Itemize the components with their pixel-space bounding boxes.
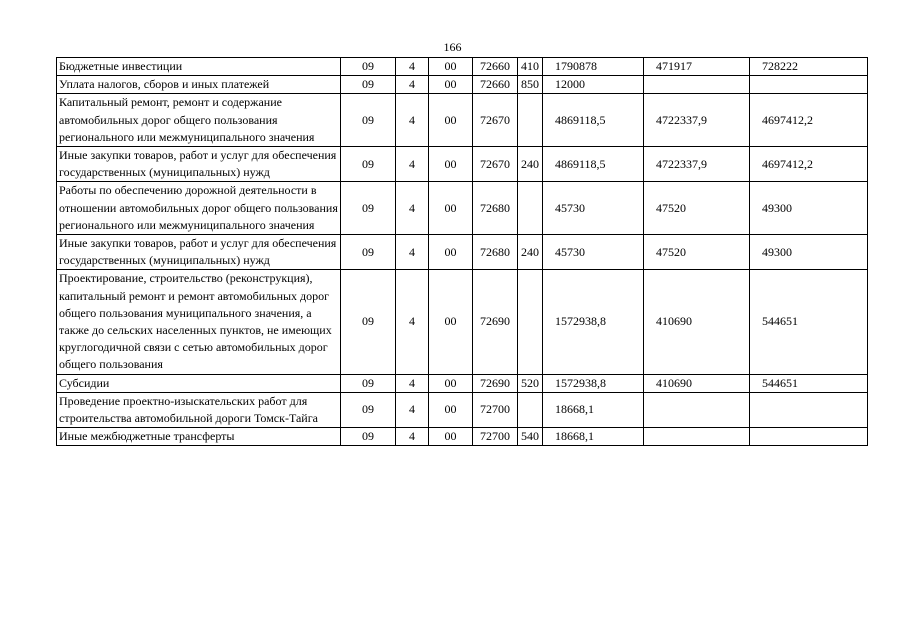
section-code: 09	[341, 235, 396, 270]
program-code: 00	[429, 76, 473, 94]
amount-year-3	[750, 392, 868, 427]
section-code: 09	[341, 428, 396, 446]
table-row	[57, 147, 868, 182]
target-code: 72670	[473, 147, 518, 182]
amount-year-1: 45730	[543, 182, 644, 235]
program-code: 00	[429, 235, 473, 270]
table-row	[57, 392, 868, 427]
expense-type-code	[518, 94, 543, 147]
expense-type-code: 540	[518, 428, 543, 446]
table-row	[57, 76, 868, 94]
amount-year-2: 471917	[644, 58, 750, 76]
expense-type-code	[518, 392, 543, 427]
amount-year-3	[750, 76, 868, 94]
target-code: 72680	[473, 235, 518, 270]
amount-year-1: 12000	[543, 76, 644, 94]
target-code: 72680	[473, 182, 518, 235]
target-code: 72660	[473, 76, 518, 94]
amount-year-2: 410690	[644, 374, 750, 392]
program-code: 00	[429, 428, 473, 446]
subsection-code: 4	[396, 235, 429, 270]
item-name: Уплата налогов, сборов и иных платежей	[57, 76, 341, 94]
amount-year-2	[644, 392, 750, 427]
section-code: 09	[341, 182, 396, 235]
item-name: Проектирование, строительство (реконструкция), капитальный ремонт и ремонт автомобильных дорог общего пользования муниципального значения, а также до сельских населенных пунктов, не имеющих круглогодичной связи с сетью автомобильных дорог общего пользования	[57, 270, 341, 374]
expense-type-code: 850	[518, 76, 543, 94]
expense-type-code: 240	[518, 235, 543, 270]
subsection-code: 4	[396, 58, 429, 76]
amount-year-1: 1572938,8	[543, 374, 644, 392]
amount-year-2	[644, 76, 750, 94]
item-name: Бюджетные инвестиции	[57, 58, 341, 76]
table-row	[57, 182, 868, 235]
program-code: 00	[429, 147, 473, 182]
target-code: 72690	[473, 374, 518, 392]
program-code: 00	[429, 182, 473, 235]
amount-year-1: 1572938,8	[543, 270, 644, 374]
item-name: Иные закупки товаров, работ и услуг для обеспечения государственных (муниципальных) нужд	[57, 147, 341, 182]
subsection-code: 4	[396, 76, 429, 94]
page-number: 166	[443, 40, 462, 54]
expense-type-code: 520	[518, 374, 543, 392]
section-code: 09	[341, 76, 396, 94]
table-row	[57, 58, 868, 76]
target-code: 72660	[473, 58, 518, 76]
amount-year-1: 18668,1	[543, 428, 644, 446]
table-row	[57, 428, 868, 446]
subsection-code: 4	[396, 374, 429, 392]
amount-year-1: 45730	[543, 235, 644, 270]
amount-year-2: 4722337,9	[644, 147, 750, 182]
amount-year-1: 4869118,5	[543, 94, 644, 147]
table-row	[57, 270, 868, 374]
amount-year-3: 728222	[750, 58, 868, 76]
section-code: 09	[341, 147, 396, 182]
amount-year-1: 1790878	[543, 58, 644, 76]
subsection-code: 4	[396, 428, 429, 446]
amount-year-2: 47520	[644, 182, 750, 235]
expense-type-code	[518, 182, 543, 235]
amount-year-3: 4697412,2	[750, 147, 868, 182]
table-row	[57, 235, 868, 270]
section-code: 09	[341, 392, 396, 427]
table-row	[57, 94, 868, 147]
item-name: Субсидии	[57, 374, 341, 392]
target-code: 72670	[473, 94, 518, 147]
amount-year-1: 4869118,5	[543, 147, 644, 182]
amount-year-3: 4697412,2	[750, 94, 868, 147]
amount-year-3: 544651	[750, 374, 868, 392]
target-code: 72700	[473, 428, 518, 446]
expense-type-code	[518, 270, 543, 374]
subsection-code: 4	[396, 270, 429, 374]
program-code: 00	[429, 270, 473, 374]
section-code: 09	[341, 374, 396, 392]
table-row	[57, 374, 868, 392]
amount-year-3: 544651	[750, 270, 868, 374]
amount-year-2	[644, 428, 750, 446]
program-code: 00	[429, 392, 473, 427]
item-name: Работы по обеспечению дорожной деятельности в отношении автомобильных дорог общего пользования регионального или межмуниципального значения	[57, 182, 341, 235]
subsection-code: 4	[396, 94, 429, 147]
section-code: 09	[341, 94, 396, 147]
amount-year-2: 47520	[644, 235, 750, 270]
target-code: 72700	[473, 392, 518, 427]
subsection-code: 4	[396, 182, 429, 235]
program-code: 00	[429, 374, 473, 392]
amount-year-3	[750, 428, 868, 446]
amount-year-2: 410690	[644, 270, 750, 374]
item-name: Иные межбюджетные трансферты	[57, 428, 341, 446]
expense-type-code: 410	[518, 58, 543, 76]
amount-year-1: 18668,1	[543, 392, 644, 427]
amount-year-3: 49300	[750, 235, 868, 270]
item-name: Капитальный ремонт, ремонт и содержание автомобильных дорог общего пользования регионального или межмуниципального значения	[57, 94, 341, 147]
program-code: 00	[429, 58, 473, 76]
expense-type-code: 240	[518, 147, 543, 182]
amount-year-3: 49300	[750, 182, 868, 235]
section-code: 09	[341, 270, 396, 374]
budget-table	[56, 57, 868, 446]
subsection-code: 4	[396, 392, 429, 427]
program-code: 00	[429, 94, 473, 147]
item-name: Иные закупки товаров, работ и услуг для обеспечения государственных (муниципальных) нужд	[57, 235, 341, 270]
amount-year-2: 4722337,9	[644, 94, 750, 147]
target-code: 72690	[473, 270, 518, 374]
item-name: Проведение проектно-изыскательских работ для строительства автомобильной дороги Томск-Тайга	[57, 392, 341, 427]
section-code: 09	[341, 58, 396, 76]
subsection-code: 4	[396, 147, 429, 182]
